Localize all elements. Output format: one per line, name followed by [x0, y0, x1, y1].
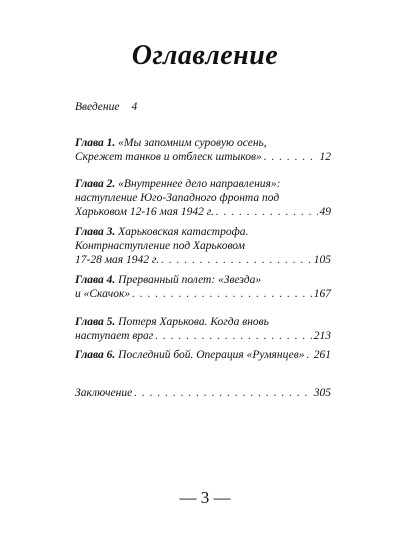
toc-entry-text: «Мы запомним суровую осень,	[118, 137, 267, 149]
toc-entry-text: наступление Юго-Западного фронта под	[75, 192, 280, 204]
toc-chapter-number: Глава 4.	[75, 274, 116, 286]
toc-entry-chapter-5[interactable]	[75, 315, 331, 343]
toc-entry-introduction[interactable]	[75, 101, 137, 113]
dot-leader	[216, 205, 318, 219]
toc-entry-chapter-3[interactable]	[75, 225, 331, 267]
toc-entry-text: 17-28 мая 1942 г.	[75, 254, 160, 266]
toc-entry-page: 105	[313, 254, 331, 266]
toc-entry-text: Последний бой. Операция «Румянцев»	[118, 349, 305, 361]
toc-chapter-number: Глава 1.	[75, 137, 116, 149]
toc-entry-label: Заключение	[75, 387, 133, 399]
toc-entry-page: 4	[131, 101, 138, 113]
toc-entry-page: 12	[319, 151, 331, 163]
dot-leader	[155, 329, 311, 343]
toc-chapter-number: Глава 2.	[75, 178, 116, 190]
toc-chapter-number: Глава 6.	[75, 349, 116, 361]
toc-entry-page: 167	[313, 288, 331, 300]
toc-entry-text: Скрежет танков и отблеск штыков»	[75, 151, 262, 163]
toc-entry-text: и «Скачок»	[75, 288, 131, 300]
toc-entry-text: Контрнаступление под Харьковом	[75, 240, 245, 252]
dot-leader	[134, 386, 312, 400]
toc-entry-text: Прерванный полет: «Звезда»	[118, 274, 262, 286]
toc-entry-chapter-6[interactable]	[75, 348, 331, 362]
toc-entry-label: Введение	[75, 101, 120, 113]
page-title: Оглавление	[131, 40, 279, 71]
dot-leader	[161, 253, 312, 267]
toc-entry-page: 213	[313, 330, 331, 342]
toc-entry-text: наступает враг	[75, 330, 154, 342]
toc-chapter-number: Глава 3.	[75, 226, 116, 238]
toc-entry-text: «Внутреннее дело направления»:	[118, 178, 281, 190]
toc-entry-conclusion[interactable]	[75, 386, 331, 400]
toc-entry-page: 261	[313, 349, 331, 361]
dot-leader	[132, 287, 312, 301]
toc-entry-text: Потеря Харькова. Когда вновь	[118, 316, 269, 328]
dot-leader	[306, 348, 311, 362]
toc-entry-text: Харьковская катастрофа.	[118, 226, 249, 238]
toc-entry-text: Харьковом 12-16 мая 1942 г.	[75, 206, 214, 218]
toc-entry-chapter-2[interactable]	[75, 177, 331, 219]
toc-entry-page: 49	[319, 206, 331, 218]
page-number: — 3 —	[179, 488, 231, 507]
toc-entry-page: 305	[313, 387, 331, 399]
toc-chapter-number: Глава 5.	[75, 316, 116, 328]
dot-leader	[264, 150, 318, 164]
toc-entry-chapter-1[interactable]	[75, 136, 331, 164]
toc-entry-chapter-4[interactable]	[75, 273, 331, 301]
